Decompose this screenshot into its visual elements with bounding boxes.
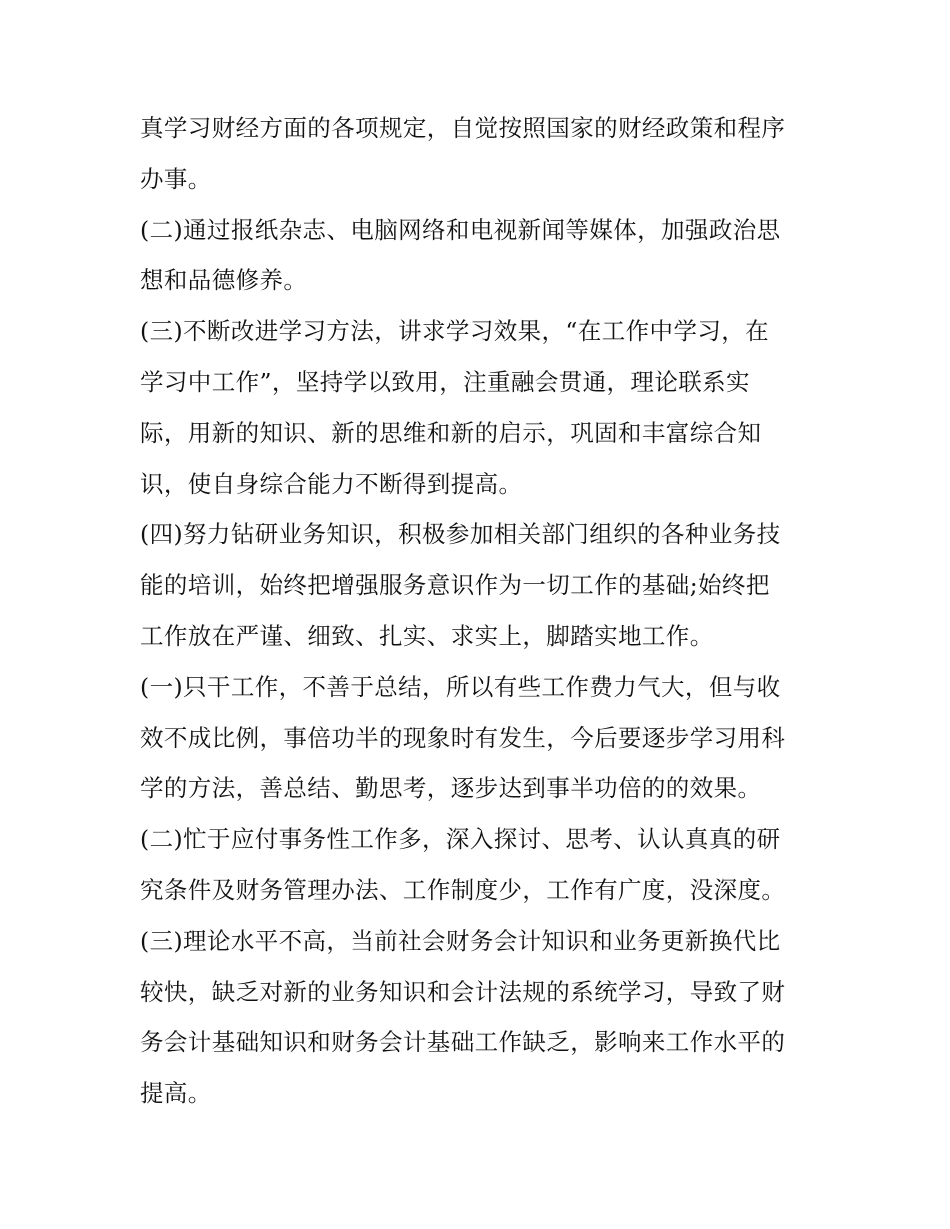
text-line: 学的方法，善总结、勤思考，逐步达到事半功倍的的效果。 bbox=[140, 774, 762, 803]
text-line: 想和品德修养。 bbox=[140, 266, 308, 295]
text-line: (三)理论水平不高，当前社会财务会计知识和业务更新换代比 bbox=[140, 926, 781, 955]
text-line: 能的培训，始终把增强服务意识作为一切工作的基础;始终把 bbox=[140, 571, 770, 600]
text-line: 工作放在严谨、细致、扎实、求实上，脚踏实地工作。 bbox=[140, 621, 714, 650]
text-line: 提高。 bbox=[140, 1079, 212, 1108]
text-line: 务会计基础知识和财务会计基础工作缺乏，影响来工作水平的 bbox=[140, 1028, 786, 1057]
text-line: 识，使自身综合能力不断得到提高。 bbox=[140, 469, 523, 498]
text-line: (二)忙于应付事务性工作多，深入探讨、思考、认认真真的研 bbox=[140, 825, 781, 854]
text-line: 际，用新的知识、新的思维和新的启示，巩固和丰富综合知 bbox=[140, 418, 762, 447]
text-line: (三)不断改进学习方法，讲求学习效果，“在工作中学习，在 bbox=[140, 317, 770, 346]
text-line: (一)只干工作，不善于总结，所以有些工作费力气大，但与收 bbox=[140, 672, 781, 701]
text-line: (二)通过报纸杂志、电脑网络和电视新闻等媒体，加强政治思 bbox=[140, 215, 781, 244]
text-line: 较快，缺乏对新的业务知识和会计法规的系统学习，导致了财 bbox=[140, 977, 786, 1006]
text-line: 效不成比例，事倍功半的现象时有发生，今后要逐步学习用科 bbox=[140, 723, 786, 752]
text-line: (四)努力钻研业务知识，积极参加相关部门组织的各种业务技 bbox=[140, 520, 781, 549]
document-body bbox=[140, 103, 820, 1119]
text-line: 学习中工作”，坚持学以致用，注重融会贯通，理论联系实 bbox=[140, 367, 750, 396]
text-line: 真学习财经方面的各项规定，自觉按照国家的财经政策和程序 bbox=[140, 114, 786, 142]
text-line: 办事。 bbox=[140, 164, 212, 193]
text-line: 究条件及财务管理办法、工作制度少，工作有广度，没深度。 bbox=[140, 875, 786, 904]
